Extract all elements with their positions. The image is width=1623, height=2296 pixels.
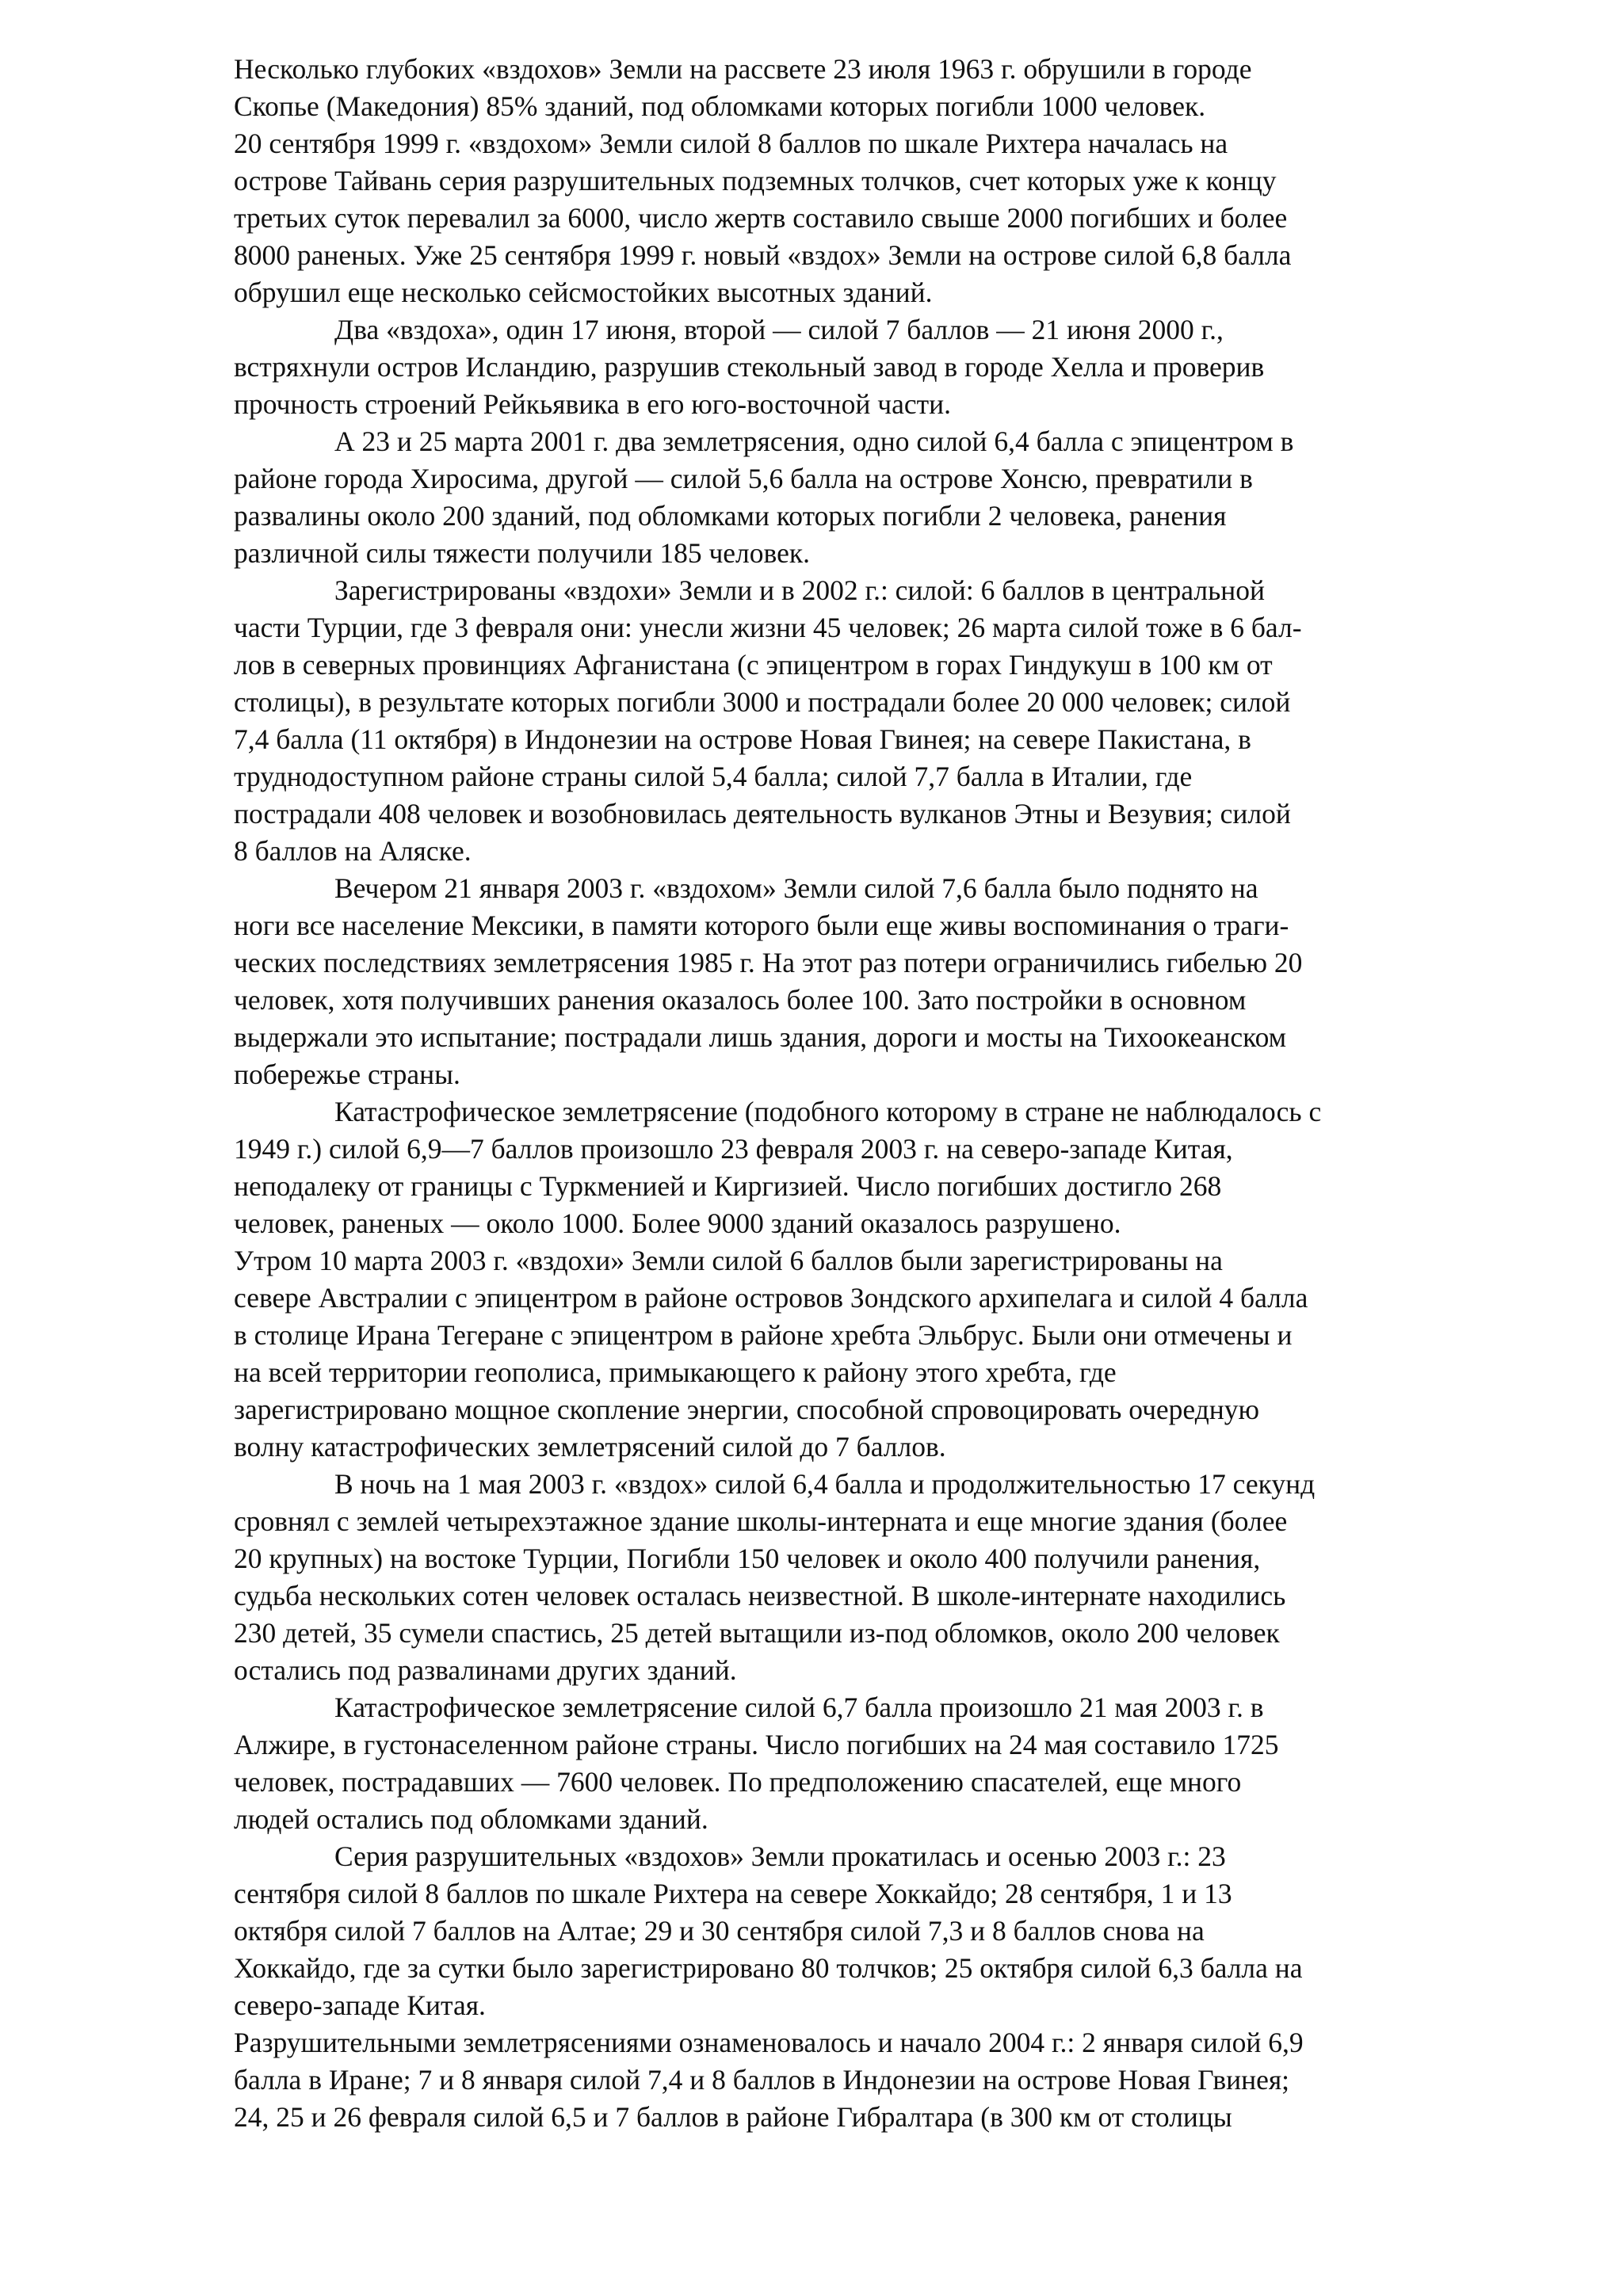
text-line: 8000 раненых. Уже 25 сентября 1999 г. новый «вздох» Земли на острове силой 6,8 балла bbox=[234, 239, 1292, 271]
text-line: В ночь на 1 мая 2003 г. «вздох» силой 6,4 балла и продолжительностью 17 секунд bbox=[334, 1468, 1316, 1500]
text-line: в столице Ирана Тегеране с эпицентром в районе хребта Эльбрус. Были они отмечены и bbox=[234, 1319, 1293, 1351]
text-line: 20 сентября 1999 г. «вздохом» Земли силой 8 баллов по шкале Рихтера началась на bbox=[234, 128, 1228, 159]
text-line: на всей территории геополиса, примыкающего к району этого хребта, где bbox=[234, 1356, 1117, 1388]
text-line: выдержали это испытание; пострадали лишь здания, дороги и мосты на Тихоокеанском bbox=[234, 1021, 1287, 1053]
text-line: столицы), в результате которых погибли 3000 и пострадали более 20 000 человек; силой bbox=[234, 686, 1291, 718]
paragraph bbox=[234, 870, 1502, 1093]
text-line: сровнял с землей четырехэтажное здание школы-интерната и еще многие здания (более bbox=[234, 1505, 1288, 1537]
text-line: человек, хотя получивших ранения оказалось более 100. Зато постройки в основном bbox=[234, 984, 1247, 1016]
text-line: человек, раненых — около 1000. Более 9000 зданий оказалось разрушено. bbox=[234, 1207, 1121, 1239]
paragraph bbox=[234, 125, 1502, 311]
text-line: прочность строений Рейкьявика в его юго-восточной части. bbox=[234, 388, 952, 420]
text-line: третьих суток перевалил за 6000, число жертв составило свыше 2000 погибших и более bbox=[234, 202, 1288, 234]
text-line: районе города Хиросима, другой — силой 5,6 балла на острове Хонсю, превратили в bbox=[234, 463, 1253, 494]
text-line: сентября силой 8 баллов по шкале Рихтера на севере Хоккайдо; 28 сентября, 1 и 13 bbox=[234, 1878, 1232, 1909]
text-line: Зарегистрированы «вздохи» Земли и в 2002 г.: силой: 6 баллов в центральной bbox=[334, 574, 1266, 606]
text-line: Серия разрушительных «вздохов» Земли прокатилась и осенью 2003 г.: 23 bbox=[334, 1840, 1226, 1872]
text-line: встряхнули остров Исландию, разрушив стекольный завод в городе Хелла и проверив bbox=[234, 351, 1265, 383]
paragraph bbox=[234, 1242, 1502, 1466]
paragraph bbox=[234, 1838, 1502, 2024]
text-line: людей остались под обломками зданий. bbox=[234, 1803, 708, 1835]
text-line: Разрушительными землетрясениями ознаменовалось и начало 2004 г.: 2 января силой 6,9 bbox=[234, 2027, 1304, 2058]
text-line: Два «вздоха», один 17 июня, второй — силой 7 баллов — 21 июня 2000 г., bbox=[334, 314, 1224, 345]
text-line: части Турции, где 3 февраля они: унесли жизни 45 человек; 26 марта силой тоже в 6 бал- bbox=[234, 612, 1302, 643]
paragraph bbox=[234, 311, 1502, 423]
text-line: остались под развалинами других зданий. bbox=[234, 1654, 737, 1686]
text-line: 7,4 балла (11 октября) в Индонезии на острове Новая Гвинея; на севере Пакистана, в bbox=[234, 723, 1251, 755]
text-line: судьба нескольких сотен человек осталась неизвестной. В школе-интернате находились bbox=[234, 1580, 1286, 1611]
text-line: пострадали 408 человек и возобновилась деятельность вулканов Этны и Везувия; силой bbox=[234, 798, 1291, 830]
text-line: острове Тайвань серия разрушительных подземных толчков, счет которых уже к концу bbox=[234, 165, 1277, 196]
text-line: 24, 25 и 26 февраля силой 6,5 и 7 баллов в районе Гибралтара (в 300 км от столицы bbox=[234, 2101, 1232, 2133]
text-line: северо-западе Китая. bbox=[234, 1989, 486, 2021]
text-line: А 23 и 25 марта 2001 г. два землетрясения, одно силой 6,4 балла с эпицентром в bbox=[334, 425, 1294, 457]
text-line: севере Австралии с эпицентром в районе островов Зондского архипелага и силой 4 балла bbox=[234, 1282, 1308, 1314]
text-line: 8 баллов на Аляске. bbox=[234, 835, 472, 867]
text-line: человек, пострадавших — 7600 человек. По предположению спасателей, еще много bbox=[234, 1766, 1242, 1798]
text-line: Утром 10 марта 2003 г. «вздохи» Земли силой 6 баллов были зарегистрированы на bbox=[234, 1245, 1223, 1276]
text-line: развалины около 200 зданий, под обломками которых погибли 2 человека, ранения bbox=[234, 500, 1227, 532]
text-line: 230 детей, 35 сумели спастись, 25 детей вытащили из-под обломков, около 200 человек bbox=[234, 1617, 1280, 1649]
paragraph bbox=[234, 2024, 1502, 2136]
text-line: побережье страны. bbox=[234, 1058, 460, 1090]
text-line: неподалеку от границы с Туркменией и Киргизией. Число погибших достигло 268 bbox=[234, 1170, 1222, 1202]
paragraph bbox=[234, 51, 1502, 125]
text-line: балла в Иране; 7 и 8 января силой 7,4 и 8 баллов в Индонезии на острове Новая Гвинея; bbox=[234, 2064, 1290, 2096]
document-body bbox=[234, 51, 1502, 2136]
text-line: октября силой 7 баллов на Алтае; 29 и 30 сентября силой 7,3 и 8 баллов снова на bbox=[234, 1915, 1205, 1947]
paragraph bbox=[234, 572, 1502, 870]
text-line: Вечером 21 января 2003 г. «вздохом» Земли силой 7,6 балла было поднято на bbox=[334, 872, 1258, 904]
text-line: обрушил еще несколько сейсмостойких высотных зданий. bbox=[234, 277, 933, 308]
text-line: 20 крупных) на востоке Турции, Погибли 150 человек и около 400 получили ранения, bbox=[234, 1543, 1261, 1574]
text-line: различной силы тяжести получили 185 человек. bbox=[234, 537, 810, 569]
text-line: Алжире, в густонаселенном районе страны. Число погибших на 24 мая составило 1725 bbox=[234, 1729, 1279, 1760]
text-line: ноги все население Мексики, в памяти которого были еще живы воспоминания о траги- bbox=[234, 910, 1289, 941]
paragraph bbox=[234, 1689, 1502, 1838]
text-line: труднодоступном районе страны силой 5,4 балла; силой 7,7 балла в Италии, где bbox=[234, 761, 1193, 792]
paragraph bbox=[234, 423, 1502, 572]
document-page bbox=[234, 51, 1502, 2136]
text-line: Несколько глубоких «вздохов» Земли на рассвете 23 июля 1963 г. обрушили в городе bbox=[234, 53, 1252, 85]
text-line: лов в северных провинциях Афганистана (с эпицентром в горах Гиндукуш в 100 км от bbox=[234, 649, 1273, 681]
text-line: 1949 г.) силой 6,9—7 баллов произошло 23 февраля 2003 г. на северо-западе Китая, bbox=[234, 1133, 1233, 1165]
text-line: Катастрофическое землетрясение силой 6,7 балла произошло 21 мая 2003 г. в bbox=[334, 1691, 1264, 1723]
text-line: Катастрофическое землетрясение (подобного которому в стране не наблюдалось с bbox=[334, 1096, 1322, 1127]
text-line: ческих последствиях землетрясения 1985 г. На этот раз потери ограничились гибелью 20 bbox=[234, 947, 1303, 978]
text-line: зарегистрировано мощное скопление энергии, способной спровоцировать очередную bbox=[234, 1394, 1260, 1425]
text-line: Хоккайдо, где за сутки было зарегистрировано 80 толчков; 25 октября силой 6,3 балла на bbox=[234, 1952, 1303, 1984]
paragraph bbox=[234, 1466, 1502, 1689]
text-line: Скопье (Македония) 85% зданий, под обломками которых погибли 1000 человек. bbox=[234, 90, 1206, 122]
paragraph bbox=[234, 1093, 1502, 1242]
text-line: волну катастрофических землетрясений силой до 7 баллов. bbox=[234, 1431, 946, 1463]
